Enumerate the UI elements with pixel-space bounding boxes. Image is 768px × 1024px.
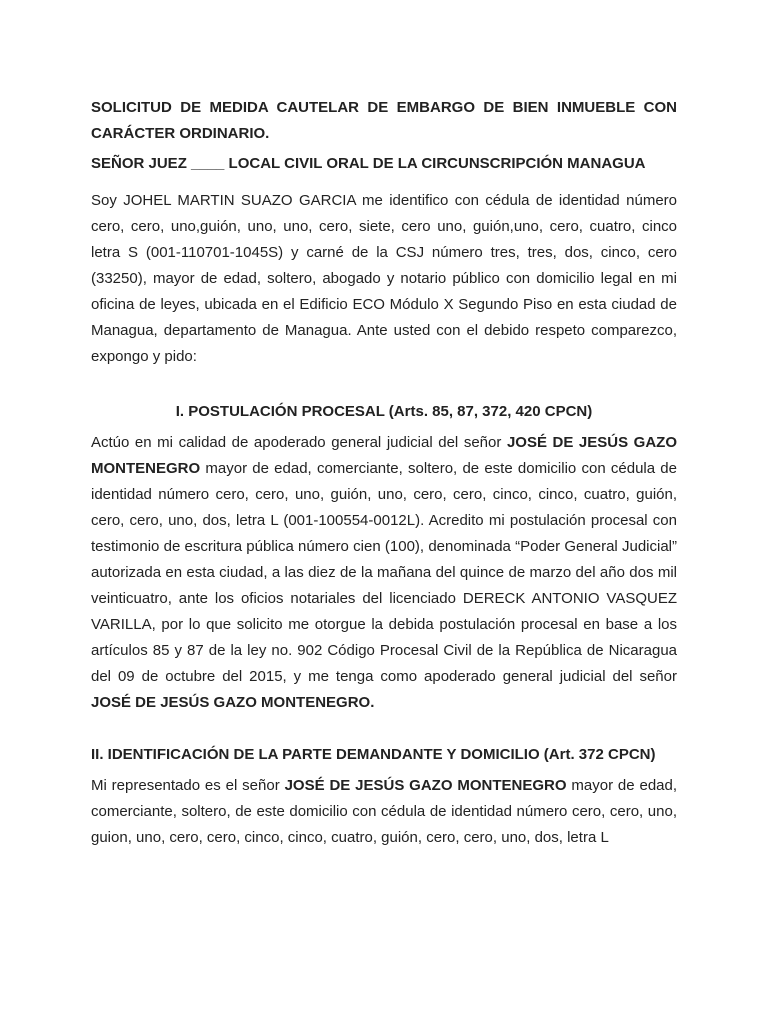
section-2-heading: II. IDENTIFICACIÓN DE LA PARTE DEMANDANTE Y DOMICILIO (Art. 372 CPCN) <box>91 746 656 763</box>
section-2-text-end: mayor de edad, comerciante, soltero, de este domicilio con cédula de identidad número cero, cero, uno, guion, uno, cero, cero, cinco, cinco, cuatro, guión, cero, cero, uno, dos, letra L <box>91 777 678 846</box>
section-2-text-start: Mi representado es el señor <box>91 777 280 794</box>
client-name-bold-end: JOSÉ DE JESÚS GAZO MONTENEGRO. <box>91 694 375 711</box>
intro-paragraph: Soy JOHEL MARTIN SUAZO GARCIA me identifico con cédula de identidad número cero, cero, uno,guión, uno, uno, cero, siete, cero uno, guión,uno, cero, cuatro, cinco letra S (001-110701-1045S) y carné de la CSJ número tres, tres, dos, cinco, cero (33250), mayor de edad, soltero, abogado y notario público con domicilio legal en mi oficina de leyes, ubicada en el Edificio ECO Módulo X Segundo Piso en esta ciudad de Managua, departamento de Managua. Ante usted con el debido respeto comparezco, expongo y pido: <box>91 192 677 365</box>
section-1-paragraph <box>91 430 677 716</box>
document-title: SOLICITUD DE MEDIDA CAUTELAR DE EMBARGO DE BIEN INMUEBLE CON CARÁCTER ORDINARIO. <box>91 99 677 142</box>
section-1-text-start: Actúo en mi calidad de apoderado general judicial del señor <box>91 434 502 451</box>
section-1-text-middle: mayor de edad, comerciante, soltero, de este domicilio con cédula de identidad número cero, cero, uno, guión, uno, cero, cero, cinco, cinco, cuatro, guión, cero, cero, uno, dos, letra L (001-100554-0012L). Acredito mi postulación procesal con testimonio de escritura pública número cien (100), denominada “Poder General Judicial” autorizada en esta ciudad, a las diez de la mañana del quince de marzo del año dos mil veinticuatro, ante los oficios notariales del licenciado DERECK ANTONIO VASQUEZ VARILLA, por lo que solicito me otorgue la debida postulación procesal en base a los artículos 85 y 87 de la ley no. 902 Código Procesal Civil de la República de Nicaragua del 09 de octubre del 2015, y me tenga como apoderado general judicial del señor <box>91 460 677 685</box>
client-name-bold: JOSÉ DE JESÚS GAZO MONTENEGRO <box>91 434 678 477</box>
client-name-bold-2: JOSÉ DE JESÚS GAZO MONTENEGRO <box>284 777 567 794</box>
section-2-paragraph <box>91 773 677 851</box>
document-page <box>91 95 677 851</box>
section-1-heading: I. POSTULACIÓN PROCESAL (Arts. 85, 87, 372, 420 CPCN) <box>175 403 593 420</box>
addressee-line: SEÑOR JUEZ ____ LOCAL CIVIL ORAL DE LA CIRCUNSCRIPCIÓN MANAGUA <box>91 155 646 172</box>
